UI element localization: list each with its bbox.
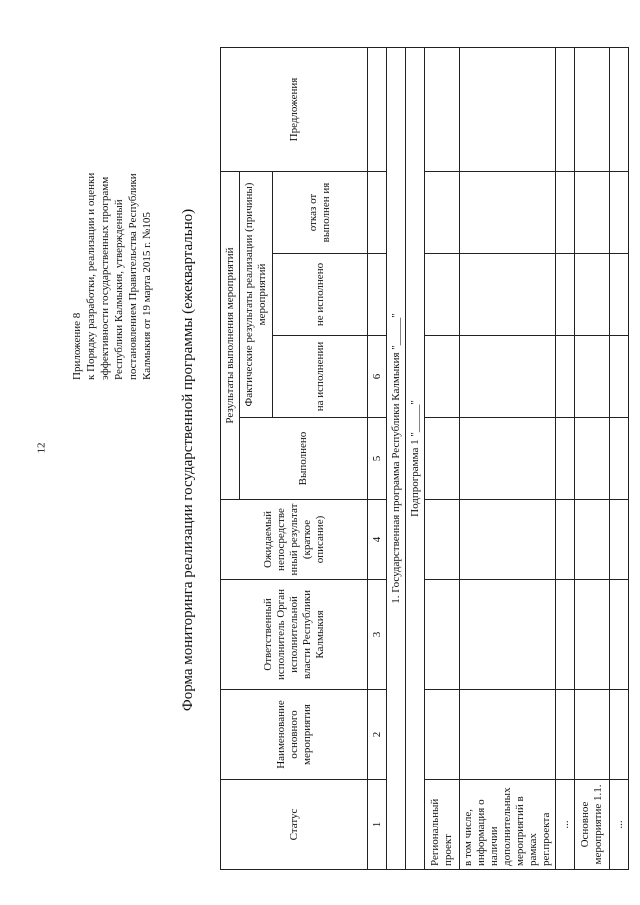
col-number: [368, 172, 387, 254]
appendix-line: Приложение 8: [71, 312, 83, 380]
header-actual-group: Фактические результаты реализации (причины) мероприятий: [240, 172, 273, 418]
monitoring-table: [220, 47, 629, 870]
col-number: 3: [368, 580, 387, 690]
col-number: 2: [368, 690, 387, 780]
appendix-line: Калмыкия от 19 марта 2015 г. №105: [141, 212, 153, 380]
row-status: Основное мероприятие 1.1.: [575, 780, 610, 870]
header-in-progress: на исполнении: [273, 336, 368, 418]
header-not-done: не исполнено: [273, 254, 368, 336]
table-row: [460, 48, 556, 870]
program-band-row: [387, 48, 406, 870]
appendix-line: к Порядку разработки, реализации и оценки: [85, 172, 97, 380]
header-status: Статус: [221, 780, 368, 870]
program-band: 1. Государственная программа Республики Калмыкия "_____": [387, 48, 406, 870]
table-row: [610, 48, 629, 870]
header-row-1: [221, 48, 240, 870]
table-row: [556, 48, 575, 870]
table-row: [575, 48, 610, 870]
col-number: 6: [368, 336, 387, 418]
col-number: 1: [368, 780, 387, 870]
header-expected: Ожидаемый непосредстве нный результат (краткое описание): [221, 500, 368, 580]
page-number: 12: [35, 442, 48, 454]
col-number: 5: [368, 418, 387, 500]
appendix-line: Республики Калмыкия, утвержденный: [113, 199, 125, 380]
form-title: Форма мониторинга реализации государственной программы (ежеквартально): [180, 208, 196, 712]
column-number-row: [368, 48, 387, 870]
rotated-form-sheet: [60, 40, 640, 880]
table-row: [425, 48, 460, 870]
row-status: ...: [556, 780, 575, 870]
header-refusal: отказ от выполнен ия: [273, 172, 368, 254]
subprogram-band: Подпрограмма 1 "_____": [406, 48, 425, 870]
header-results-group: Результаты выполнения мероприятий: [221, 172, 240, 500]
appendix-line: эффективности государственных программ: [99, 176, 111, 380]
row-status: Региональный проект: [425, 780, 460, 870]
row-status: в том числе, информация о наличии дополнительных мероприятий в рамках рег.проекта: [460, 780, 556, 870]
row-status: ...: [610, 780, 629, 870]
col-number: [368, 48, 387, 172]
header-proposals: Предложения: [221, 48, 368, 172]
header-name: Наименование основного мероприятия: [221, 690, 368, 780]
header-done: Выполнено: [240, 418, 368, 500]
col-number: 4: [368, 500, 387, 580]
subprogram-band-row: [406, 48, 425, 870]
appendix-line: постановлением Правительства Республики: [127, 173, 139, 380]
header-executor: Ответственный исполнитель Орган исполнительной власти Республики Калмыкия: [221, 580, 368, 690]
appendix-note: [70, 50, 154, 380]
col-number: [368, 254, 387, 336]
